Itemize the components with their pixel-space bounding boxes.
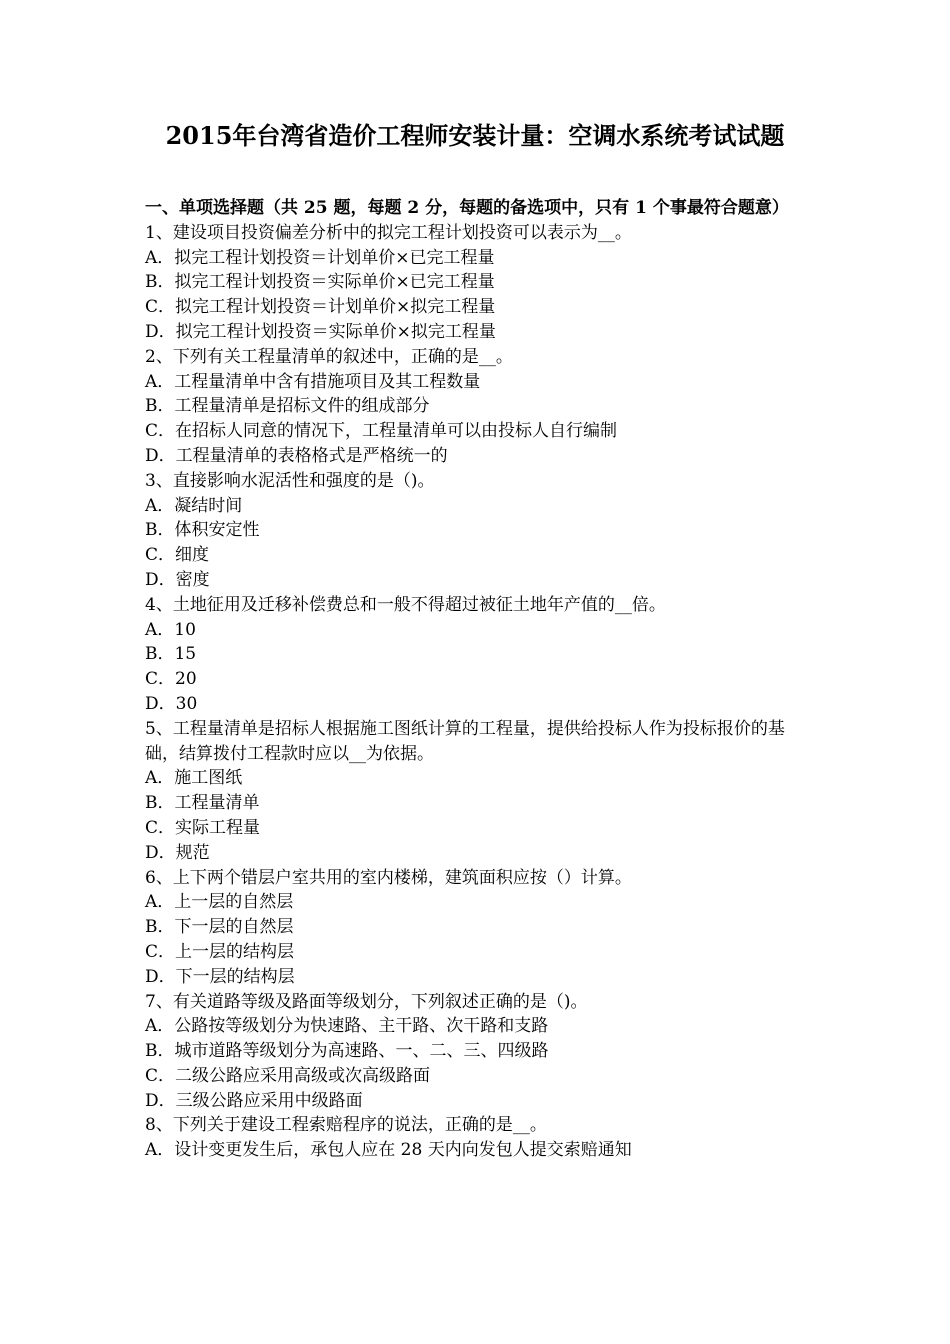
question-3	[145, 469, 810, 593]
option-a: A．设计变更发生后，承包人应在 28 天内向发包人提交索赔通知	[145, 1140, 632, 1161]
question-1	[145, 221, 810, 345]
option-c: C．上一层的结构层	[145, 941, 295, 962]
option-d: D．30	[145, 693, 198, 714]
option-a: A．拟完工程计划投资＝计划单价×已完工程量	[145, 247, 495, 268]
option-a: A．凝结时间	[145, 495, 243, 516]
question-stem: 5、工程量清单是招标人根据施工图纸计算的工程量，提供给投标人作为投标报价的基础，结算拨付工程款时应以__为依据。	[145, 718, 785, 764]
document-body	[145, 196, 810, 1163]
option-c: C．细度	[145, 545, 210, 566]
option-d: D．工程量清单的表格格式是严格统一的	[145, 445, 448, 466]
question-stem: 3、直接影响水泥活性和强度的是（)。	[145, 470, 435, 491]
option-d: D．拟完工程计划投资＝实际单价×拟完工程量	[145, 321, 496, 342]
section-heading: 一、单项选择题（共 25 题，每题 2 分，每题的备选项中，只有 1 个事最符合题意）	[145, 198, 789, 218]
option-b: B．15	[145, 644, 197, 665]
option-b: B．工程量清单是招标文件的组成部分	[145, 396, 430, 417]
option-b: B．下一层的自然层	[145, 917, 294, 938]
option-b: B．工程量清单	[145, 793, 260, 814]
document-title: 2015年台湾省造价工程师安装计量：空调水系统考试试题	[165, 121, 785, 150]
option-b: B．拟完工程计划投资＝实际单价×已完工程量	[145, 272, 495, 293]
question-7	[145, 990, 810, 1114]
question-stem: 4、土地征用及迁移补偿费总和一般不得超过被征土地年产值的__倍。	[145, 594, 666, 615]
option-c: C．在招标人同意的情况下，工程量清单可以由投标人自行编制	[145, 421, 618, 442]
option-a: A．工程量清单中含有措施项目及其工程数量	[145, 371, 481, 392]
question-6	[145, 866, 810, 990]
option-d: D．规范	[145, 842, 210, 863]
option-b: B．体积安定性	[145, 520, 260, 541]
question-stem: 7、有关道路等级及路面等级划分，下列叙述正确的是（)。	[145, 991, 588, 1012]
question-4	[145, 593, 810, 717]
question-stem: 2、下列有关工程量清单的叙述中，正确的是__。	[145, 346, 513, 367]
option-d: D．三级公路应采用中级路面	[145, 1090, 363, 1111]
question-2	[145, 345, 810, 469]
option-d: D．密度	[145, 569, 210, 590]
question-stem: 1、建设项目投资偏差分析中的拟完工程计划投资可以表示为__。	[145, 222, 632, 243]
option-a: A．施工图纸	[145, 768, 243, 789]
question-stem: 6、上下两个错层户室共用的室内楼梯，建筑面积应按（）计算。	[145, 867, 632, 888]
option-a: A．10	[145, 619, 196, 640]
question-5	[145, 717, 810, 866]
option-a: A．上一层的自然层	[145, 892, 294, 913]
option-a: A．公路按等级划分为快速路、主干路、次干路和支路	[145, 1016, 549, 1037]
option-b: B．城市道路等级划分为高速路、一、二、三、四级路	[145, 1041, 549, 1062]
option-d: D．下一层的结构层	[145, 966, 295, 987]
option-c: C．20	[145, 669, 197, 690]
option-c: C．二级公路应采用高级或次高级路面	[145, 1065, 431, 1086]
question-stem: 8、下列关于建设工程索赔程序的说法，正确的是__。	[145, 1115, 547, 1136]
question-8	[145, 1113, 810, 1163]
option-c: C．拟完工程计划投资＝计划单价×拟完工程量	[145, 297, 496, 318]
option-c: C．实际工程量	[145, 817, 261, 838]
